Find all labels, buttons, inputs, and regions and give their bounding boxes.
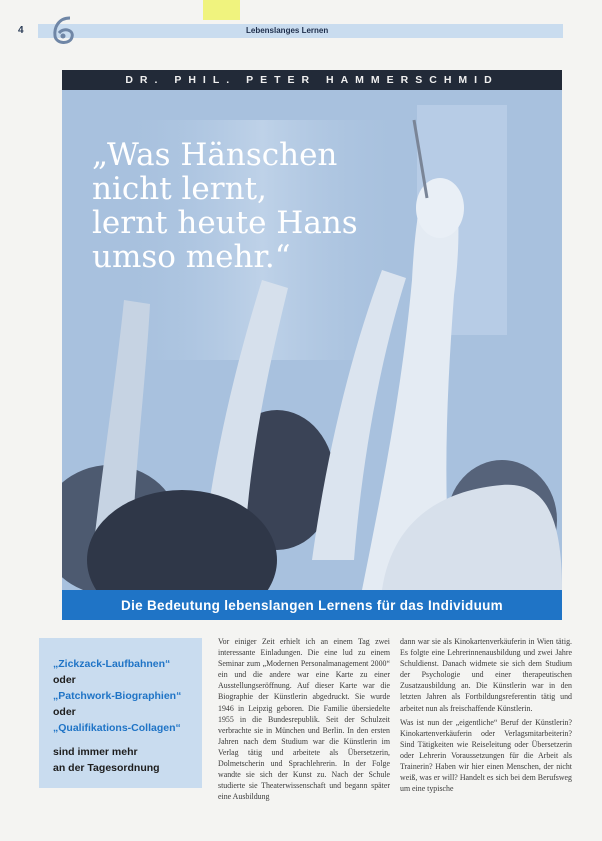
author-band xyxy=(62,70,562,90)
six-spiral-logo-icon xyxy=(50,14,78,48)
sidebar-line-2: oder xyxy=(53,674,76,686)
page-number: 4 xyxy=(18,25,24,36)
body-paragraph: Vor einiger Zeit erhielt ich an einem Tag zwei interessante Einladungen. Die eine lud zu einem Seminar zum „Modernen Personalmanagement 2000“ ein und die andere war eine Karte zu einer Ausstellungseröffnung. Auf dieser Karte war die Biographie der Künstlerin abgedruckt. Sie wurde 1946 in Leipzig geboren. Die Familie übersiedelte 1955 in die Bundesrepublik. Seit der Schulzeit verbrachte sie in München und Berlin. In den ersten Jahren nach dem Studium war die Künstlerin im Verlag tätig und arbeitete als Übersetzerin, Dolmetscherin und Sprachlehrerin. In der Folge wandte sie sich der Kunst zu. Nach der Schule studierte sie Theaterwissenschaft und begann später eine Ausbildung xyxy=(218,637,390,802)
sidebar-line-6: sind immer mehr xyxy=(53,746,138,758)
author-name: DR. PHIL. PETER HAMMERSCHMID xyxy=(125,74,499,86)
hero-photo xyxy=(62,90,562,590)
headline-band xyxy=(62,590,562,620)
sidebar-line-3: „Patchwork-Biographien“ xyxy=(53,690,182,702)
body-column-1 xyxy=(218,636,390,805)
sidebar-line-5: „Qualifikations-Collagen“ xyxy=(53,722,181,734)
sidebar-line-4: oder xyxy=(53,706,76,718)
sticky-note xyxy=(203,0,240,20)
pull-quote: „Was Hänschen nicht lernt, lernt heute Hans umso mehr.“ xyxy=(92,137,358,275)
sidebar-line-7: an der Tagesordnung xyxy=(53,762,160,774)
body-paragraph: dann war sie als Kinokartenverkäuferin in Wien tätig. Es folgte eine Lehrerinnenausbildung und zwei Jahre Schuldienst. Danach widmete sie sich dem Studium der Psychologie und einer therapeutischen Zusatzausbildung an. Die Künstlerin war in den letzten Jahren als Fortbildungsreferentin tätig und arbeitet nun als freischaffende Künstlerin. xyxy=(400,637,572,713)
sidebar-line-1: „Zickzack-Laufbahnen“ xyxy=(53,658,171,670)
article-headline: Die Bedeutung lebenslangen Lernens für das Individuum xyxy=(121,597,503,613)
body-column-2 xyxy=(400,636,572,797)
body-paragraph: Was ist nun der „eigentliche“ Beruf der Künstlerin? Kinokartenverkäuferin oder Verlagsmitarbeiterin? Sind Tätigkeiten wie Reiseleitung oder Übersetzerin oder Lehrerin Voraussetzungen für die Arbeit als Trainerin? Haben wir hier einen Menschen, der nicht weiß, was er will? Handelt es sich bei dem Berufsweg um eine typische xyxy=(400,717,572,794)
sidebar-box xyxy=(39,638,202,788)
running-head: Lebenslanges Lernen xyxy=(246,26,329,35)
